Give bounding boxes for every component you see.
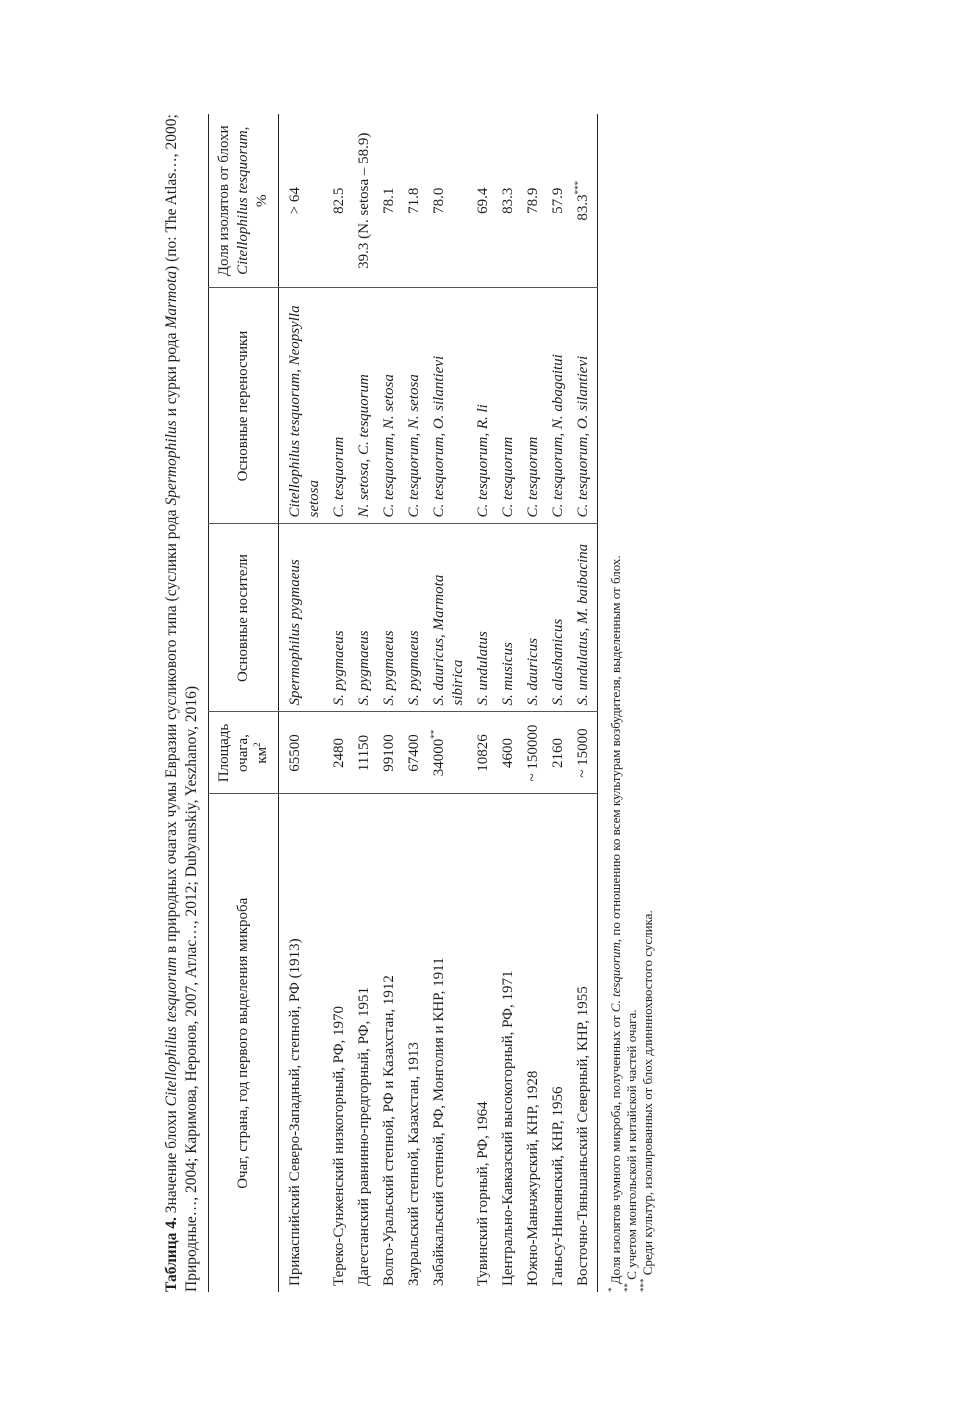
area-cell: 67400 bbox=[402, 712, 427, 794]
table-header-row bbox=[209, 114, 279, 1292]
hosts-cell: S. pygmaeus bbox=[327, 524, 352, 712]
area-cell: 2160 bbox=[546, 712, 571, 794]
focus-cell: Центрально-Кавказский высокогорный, РФ, 1971 bbox=[500, 970, 516, 1286]
hosts-cell: S. alashanicus bbox=[546, 524, 571, 712]
area-cell: 34000** bbox=[427, 712, 471, 794]
table-row bbox=[377, 114, 402, 1292]
share-cell: 78.0 bbox=[427, 114, 471, 288]
header-focus: Очаг, страна, год первого выделения микроба bbox=[235, 897, 251, 1189]
hosts-cell: S. musicus bbox=[496, 524, 521, 712]
vectors-cell: C. tesquorum, R. li bbox=[471, 288, 496, 524]
focus-cell: Тереко-Сунженский низкогорный, РФ, 1970 bbox=[331, 1005, 347, 1286]
table-row bbox=[546, 114, 571, 1292]
table-row bbox=[402, 114, 427, 1292]
focus-cell: Волго-Уральский степной, РФ и Казахстан, 1912 bbox=[381, 975, 397, 1286]
hosts-cell: Spermophilus pygmaeus bbox=[279, 524, 328, 712]
share-cell: 83.3 bbox=[496, 114, 521, 288]
table-row bbox=[352, 114, 377, 1292]
hosts-cell: S. pygmaeus bbox=[352, 524, 377, 712]
focus-cell: Восточно-Тяньшаньский Северный, КНР, 1955 bbox=[575, 986, 591, 1286]
share-cell: > 64 bbox=[279, 114, 328, 288]
table-row bbox=[521, 114, 546, 1292]
hosts-cell: S. undulatus, M. baibacina bbox=[571, 524, 598, 712]
vectors-cell: C. tesquorum, N. setosa bbox=[402, 288, 427, 524]
table-row bbox=[279, 114, 328, 1292]
hosts-cell: S. pygmaeus bbox=[377, 524, 402, 712]
footnote: * Доля изолятов чумного микроба, полученных от C. tesquorum, по отношению ко всем культурам возбудителя, выделенным от блох. bbox=[606, 555, 623, 1292]
focus-cell: Южно-Маньчжурский, КНР, 1928 bbox=[525, 1070, 541, 1286]
area-cell: ~ 150000 bbox=[521, 712, 546, 794]
table-row bbox=[471, 114, 496, 1292]
vectors-cell: C. tesquorum, O. silantievi bbox=[427, 288, 471, 524]
caption-text: в природных очагах чумы Евразии сусликового типа (суслики рода bbox=[163, 505, 180, 957]
area-cell: 65500 bbox=[279, 712, 328, 794]
table-row bbox=[571, 114, 598, 1292]
header-vectors: Основные переносчики bbox=[209, 288, 279, 524]
share-cell: 83.3*** bbox=[571, 114, 598, 288]
table-footnotes bbox=[608, 96, 656, 1292]
focus-cell: Тувинский горный, РФ, 1964 bbox=[475, 1101, 491, 1286]
header-share: Доля изолятов от блохи Citellophilus tesquorum, % bbox=[209, 114, 279, 288]
area-cell: 10826 bbox=[471, 712, 496, 794]
header-area: Площадь очага, $км^2$ bbox=[209, 712, 279, 794]
share-cell: 78.9 bbox=[521, 114, 546, 288]
focus-cell: Прикаспийский Северо-Западный, степной, РФ (1913) bbox=[287, 938, 303, 1286]
table-body bbox=[279, 114, 598, 1292]
table-row bbox=[427, 114, 471, 1292]
share-cell: 82.5 bbox=[327, 114, 352, 288]
vectors-cell: C. tesquorum, N. abagaitui bbox=[546, 288, 571, 524]
caption-text: и сурки рода bbox=[163, 328, 180, 421]
share-cell: 57.9 bbox=[546, 114, 571, 288]
focus-cell: Зауральский степной, Казахстан, 1913 bbox=[406, 1042, 422, 1286]
hosts-cell: S. undulatus bbox=[471, 524, 496, 712]
hosts-cell: S. pygmaeus bbox=[402, 524, 427, 712]
caption-label: Таблица 4. bbox=[163, 1217, 180, 1292]
caption-genus: Marmota bbox=[163, 270, 180, 329]
area-cell: 99100 bbox=[377, 712, 402, 794]
area-cell: ~ 15000 bbox=[571, 712, 598, 794]
focus-cell: Дагестанский равнинно-предгорный, РФ, 1951 bbox=[356, 986, 372, 1286]
table-caption bbox=[162, 96, 202, 1296]
focus-cell: Забайкальский степной, РФ, Монголия и КНР, 1911 bbox=[431, 957, 447, 1286]
table-row bbox=[496, 114, 521, 1292]
rotated-table-block bbox=[162, 96, 782, 1296]
hosts-cell: S. dauricus, Marmota sibirica bbox=[427, 524, 471, 712]
share-cell: 71.8 bbox=[402, 114, 427, 288]
header-hosts: Основные носители bbox=[209, 524, 279, 712]
focus-cell: Ганьсу-Нинсянский, КНР, 1956 bbox=[550, 1086, 566, 1286]
hosts-cell: S. dauricus bbox=[521, 524, 546, 712]
vectors-cell: C. tesquorum, O. silantievi bbox=[571, 288, 598, 524]
vectors-cell: C. tesquorum bbox=[327, 288, 352, 524]
caption-text: Значение блохи bbox=[163, 1106, 180, 1218]
caption-sources: ) (по: The Atlas…, 2000; Природные…, 2004; Каримова, Неронов, 2007, Атлас…, 2012; Dubyanskiy, Yeszhanov, 2016) bbox=[163, 114, 200, 1292]
vectors-cell: C. tesquorum bbox=[521, 288, 546, 524]
plague-foci-table bbox=[208, 114, 598, 1292]
caption-species: Citellophilus tesquorum bbox=[163, 956, 180, 1107]
vectors-cell: N. setosa, C. tesquorum bbox=[352, 288, 377, 524]
table-row bbox=[327, 114, 352, 1292]
share-cell: 78.1 bbox=[377, 114, 402, 288]
area-cell: 2480 bbox=[327, 712, 352, 794]
share-cell: 39.3 (N. setosa – 58.9) bbox=[352, 114, 377, 288]
area-cell: 11150 bbox=[352, 712, 377, 794]
caption-genus: Spermophilus bbox=[163, 420, 180, 506]
share-cell: 69.4 bbox=[471, 114, 496, 288]
vectors-cell: C. tesquorum bbox=[496, 288, 521, 524]
vectors-cell: C. tesquorum, N. setosa bbox=[377, 288, 402, 524]
footnote: *** Среди культур, изолированных от блох длинннохвостого суслика. bbox=[638, 910, 655, 1292]
area-cell: 4600 bbox=[496, 712, 521, 794]
footnote: ** С учетом монгольской и китайской частей очага. bbox=[622, 1009, 639, 1292]
vectors-cell: Citellophilus tesquorum, Neopsylla setosa bbox=[279, 288, 328, 524]
